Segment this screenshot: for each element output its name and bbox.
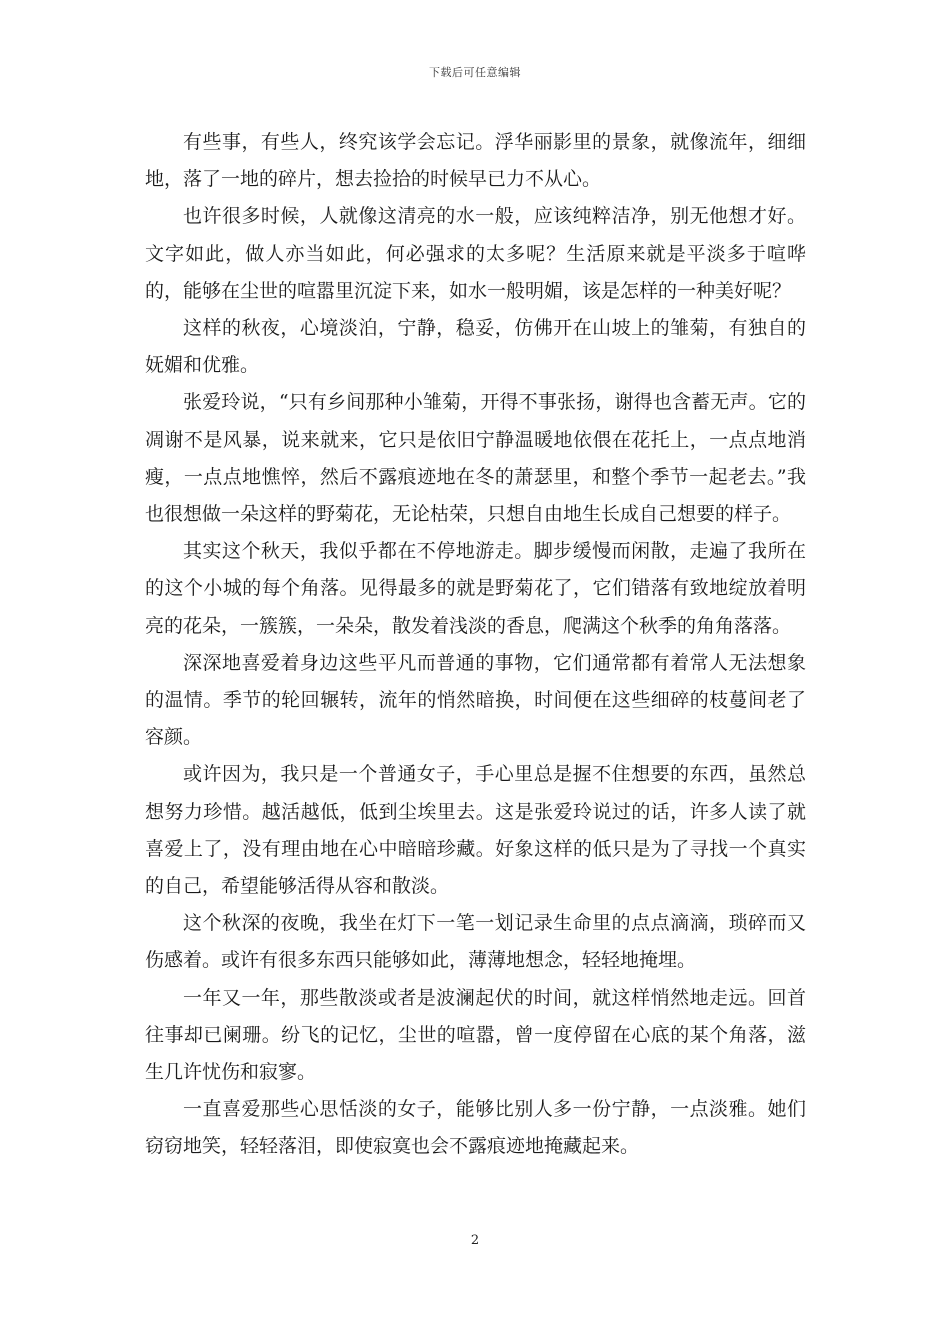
paragraph-8: 这个秋深的夜晚，我坐在灯下一笔一划记录生命里的点点滴滴，琐碎而又伤感着。或许有很多东西只能够如此，薄薄地想念，轻轻地掩埋。 xyxy=(145,912,806,972)
paragraph-3: 这样的秋夜，心境淡泊，宁静，稳妥，仿佛开在山坡上的雏菊，有独自的妩媚和优雅。 xyxy=(145,317,806,377)
document-body xyxy=(145,124,806,1166)
paragraph-4: 张爱玲说，“只有乡间那种小雏菊，开得不事张扬，谢得也含蓄无声。它的凋谢不是风暴，说来就来，它只是依旧宁静温暖地依偎在花托上，一点点地消瘦，一点点地憔悴，然后不露痕迹地在冬的萧瑟里，和整个季节一起老去。”我也很想做一朵这样的野菊花，无论枯荣，只想自由地生长成自己想要的样子。 xyxy=(145,391,806,526)
paragraph-2: 也许很多时候，人就像这清亮的水一般，应该纯粹洁净，别无他想才好。文字如此，做人亦当如此，何必强求的太多呢？生活原来就是平淡多于喧哗的，能够在尘世的喧嚣里沉淀下来，如水一般明媚，该是怎样的一种美好呢？ xyxy=(145,205,806,302)
paragraph-9: 一年又一年，那些散淡或者是波澜起伏的时间，就这样悄然地走远。回首往事却已阑珊。纷飞的记忆，尘世的喧嚣，曾一度停留在心底的某个角落，滋生几许忧伤和寂寥。 xyxy=(145,986,806,1084)
paragraph-7: 或许因为，我只是一个普通女子，手心里总是握不住想要的东西，虽然总想努力珍惜。越活越低，低到尘埃里去。这是张爱玲说过的话，许多人读了就喜爱上了，没有理由地在心中暗暗珍藏。好象这样的低只是为了寻找一个真实的自己，希望能够活得从容和散淡。 xyxy=(145,763,806,898)
paragraph-1: 有些事，有些人，终究该学会忘记。浮华丽影里的景象，就像流年，细细地，落了一地的碎片，想去捡拾的时候早已力不从心。 xyxy=(145,131,806,191)
paragraph-6: 深深地喜爱着身边这些平凡而普通的事物，它们通常都有着常人无法想象的温情。季节的轮回辗转，流年的悄然暗换，时间便在这些细碎的枝蔓间老了容颜。 xyxy=(145,651,806,749)
page-number: 2 xyxy=(470,1233,480,1248)
page-header: 下载后可任意编辑 xyxy=(429,66,521,79)
paragraph-10: 一直喜爱那些心思恬淡的女子，能够比别人多一份宁静，一点淡雅。她们窃窃地笑，轻轻落泪，即使寂寞也会不露痕迹地掩藏起来。 xyxy=(145,1098,806,1158)
paragraph-5: 其实这个秋天，我似乎都在不停地游走。脚步缓慢而闲散，走遍了我所在的这个小城的每个角落。见得最多的就是野菊花了，它们错落有致地绽放着明亮的花朵，一簇簇，一朵朵，散发着浅淡的香息，爬满这个秋季的角角落落。 xyxy=(145,540,806,637)
